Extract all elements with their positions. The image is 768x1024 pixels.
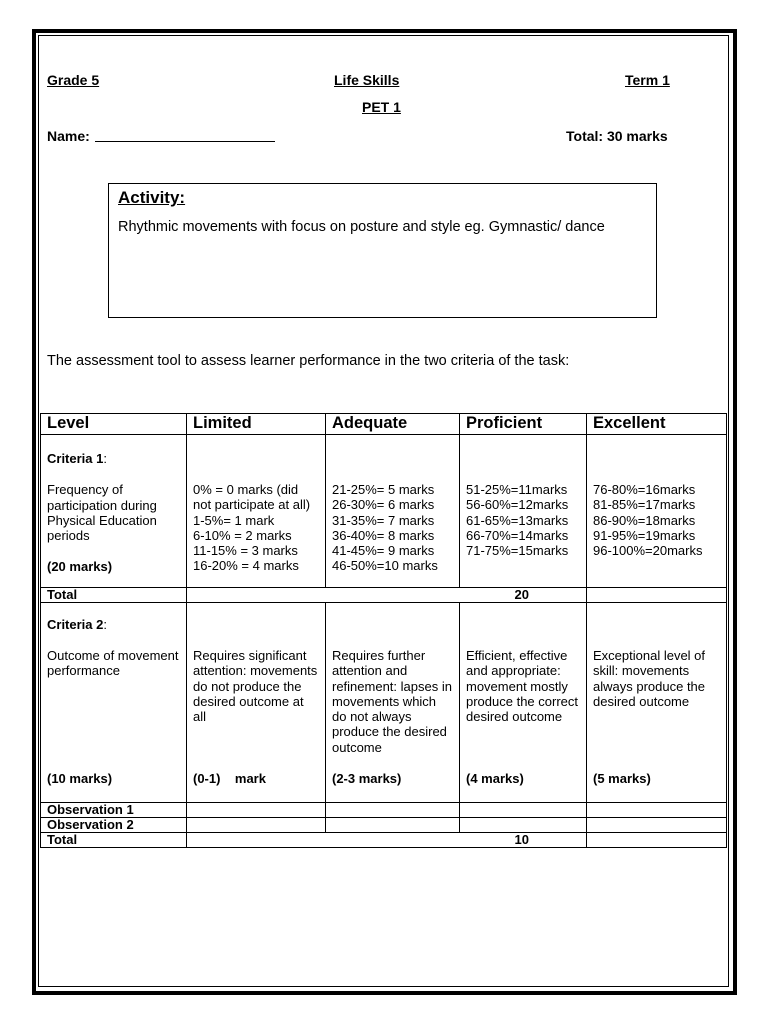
criteria1-marks: (20 marks) [47,559,113,575]
criteria1-proficient-line: 56-60%=12marks [466,497,569,513]
criteria1-total-value: 20 [187,588,587,603]
name-blank-line [95,141,275,142]
pet-label: PET 1 [362,99,401,115]
observation2-limited [187,818,326,833]
criteria2-level-cell [41,603,187,803]
criteria2-adequate-marks: (2-3 marks) [332,771,402,786]
criteria1-excellent-cell [587,435,727,588]
criteria2-limited-text: Requires significant attention: movements do not produce the desired outcome at all [193,648,318,725]
assessment-rubric-table [40,413,727,848]
criteria1-total-row [41,588,727,603]
criteria1-colon: : [103,451,107,466]
observation1-limited [187,803,326,818]
activity-box [108,183,657,318]
criteria2-total-row [41,833,727,848]
criteria1-excellent-line: 86-90%=18marks [593,512,696,528]
criteria2-proficient-cell [460,603,587,803]
criteria1-adequate-line: 31-35%= 7 marks [332,512,435,528]
criteria1-adequate-line: 46-50%=10 marks [332,558,438,574]
criteria1-row [41,435,727,588]
criteria2-marks: (10 marks) [47,771,113,786]
observation2-excellent [587,818,727,833]
criteria2-limited-cell [187,603,326,803]
name-label: Name: [47,128,90,144]
criteria2-proficient-text: Efficient, effective and appropriate: movement mostly produce the correct desired outcome [466,648,579,725]
criteria1-limited-line: 6-10% = 2 marks [193,527,292,543]
criteria1-proficient-line: 71-75%=15marks [466,543,569,559]
activity-description: Rhythmic movements with focus on posture and style eg. Gymnastic/ dance [118,219,605,235]
criteria1-adequate-line: 36-40%= 8 marks [332,527,435,543]
header-adequate: Adequate [326,414,460,435]
observation1-row [41,803,727,818]
criteria1-limited-cell [187,435,326,588]
criteria1-proficient-line: 66-70%=14marks [466,527,569,543]
criteria1-adequate-line: 26-30%= 6 marks [332,497,435,513]
term-label: Term 1 [625,72,670,88]
criteria1-excellent-line: 91-95%=19marks [593,527,696,543]
criteria2-excellent-marks: (5 marks) [593,771,651,786]
observation2-row [41,818,727,833]
criteria1-level-cell [41,435,187,588]
criteria1-adequate-line: 41-45%= 9 marks [332,543,435,559]
criteria1-adequate-cell [326,435,460,588]
criteria2-total-blank [587,833,727,848]
criteria1-limited-line: 0% = 0 marks (did not participate at all) [193,482,311,513]
criteria2-row [41,603,727,803]
criteria2-colon: : [103,617,107,632]
observation1-proficient [460,803,587,818]
criteria2-total-label: Total [41,833,187,848]
observation1-adequate [326,803,460,818]
header-limited: Limited [187,414,326,435]
criteria2-adequate-text: Requires further attention and refinement: lapses in movements which do not always produce the desired outcome [332,648,452,755]
criteria2-excellent-cell [587,603,727,803]
observation2-adequate [326,818,460,833]
observation1-label: Observation 1 [41,803,187,818]
table-header-row [41,414,727,435]
criteria1-proficient-line: 61-65%=13marks [466,512,569,528]
activity-title: Activity: [118,188,186,207]
criteria1-total-label: Total [41,588,187,603]
criteria1-limited-line: 16-20% = 4 marks [193,558,299,574]
criteria2-adequate-cell [326,603,460,803]
subject-label: Life Skills [334,72,400,88]
criteria1-total-blank [587,588,727,603]
grade-label: Grade 5 [47,72,100,88]
header-level: Level [41,414,187,435]
criteria1-limited-line: 11-15% = 3 marks [193,543,298,559]
assessment-intro: The assessment tool to assess learner performance in the two criteria of the task: [47,353,570,369]
header-proficient: Proficient [460,414,587,435]
total-marks: Total: 30 marks [566,128,668,144]
criteria2-label: Criteria 2 [47,617,104,632]
criteria1-excellent-line: 76-80%=16marks [593,482,696,497]
criteria2-limited-marks: (0-1) mark [193,771,266,786]
criteria1-limited-line: 1-5%= 1 mark [193,512,275,528]
criteria1-proficient-cell [460,435,587,588]
observation2-label: Observation 2 [41,818,187,833]
criteria1-excellent-line: 96-100%=20marks [593,543,703,559]
criteria1-description: Frequency of participation during Physical Education periods [47,482,157,544]
criteria1-proficient-line: 51-25%=11marks [466,482,568,497]
criteria2-excellent-text: Exceptional level of skill: movements always produce the desired outcome [593,648,706,709]
observation2-proficient [460,818,587,833]
header-excellent: Excellent [587,414,727,435]
criteria2-proficient-marks: (4 marks) [466,771,524,786]
criteria1-label: Criteria 1 [47,451,104,466]
criteria1-excellent-line: 81-85%=17marks [593,497,696,513]
criteria2-description: Outcome of movement performance [47,648,179,679]
criteria2-total-value: 10 [187,833,587,848]
observation1-excellent [587,803,727,818]
criteria1-adequate-line: 21-25%= 5 marks [332,482,435,497]
